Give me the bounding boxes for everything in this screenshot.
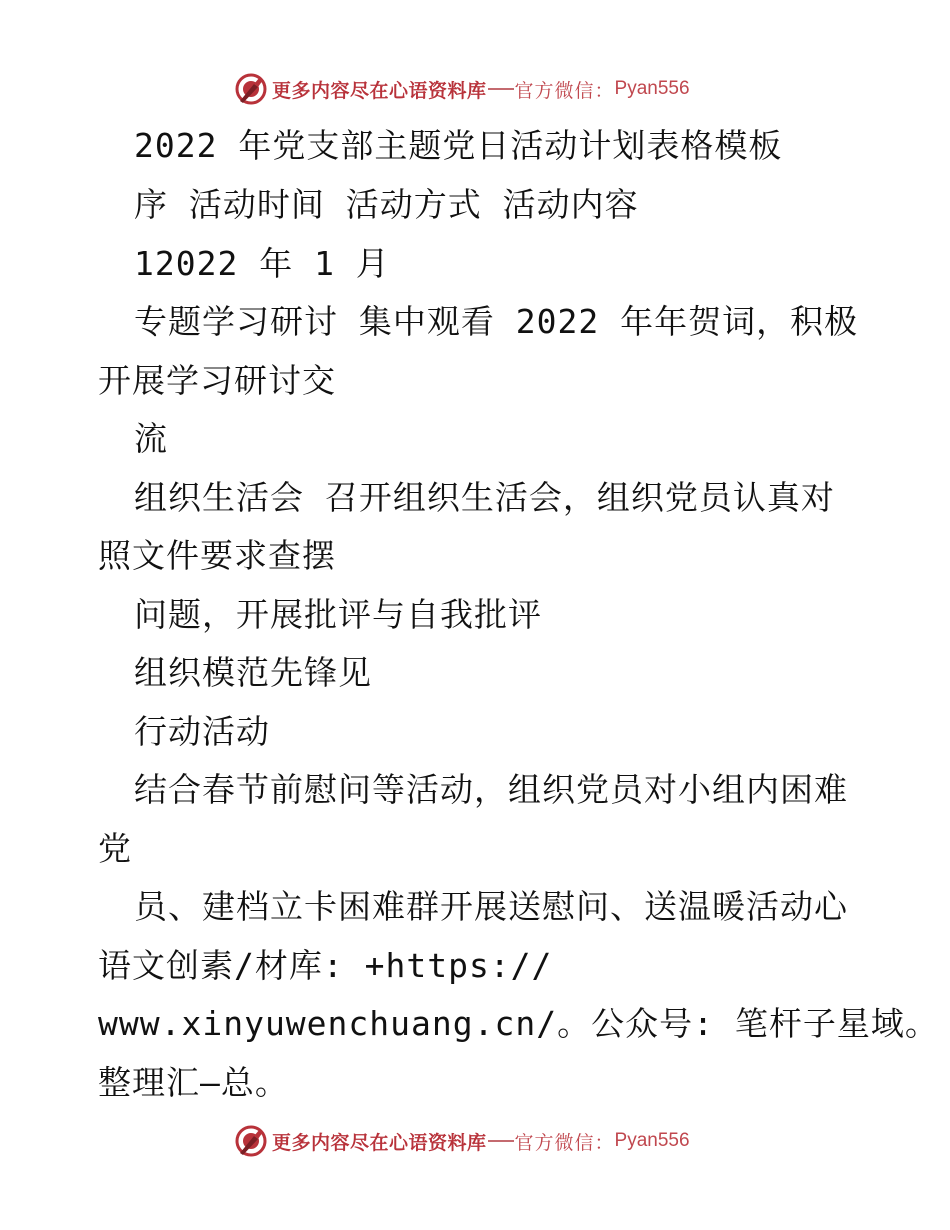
banner-wechat-id: Pyan556 xyxy=(614,1130,690,1151)
paragraph-line: 序 活动时间 活动方式 活动内容 xyxy=(134,185,639,224)
banner-wechat-label: 官方微信： xyxy=(514,79,615,102)
paragraph-line: 开展学习研讨交 xyxy=(98,361,336,400)
paragraph-line: 专题学习研讨 集中观看 2022 年年贺词，积极 xyxy=(134,302,859,341)
paragraph-line: 组织模范先锋见 xyxy=(134,653,372,692)
paragraph-line: 问题，开展批评与自我批评 xyxy=(134,595,542,634)
document-title: 2022 年党支部主题党日活动计划表格模板 xyxy=(134,126,783,165)
footer-banner xyxy=(234,1124,690,1158)
paragraph-line: 行动活动 xyxy=(134,712,270,751)
paragraph-line: 组织生活会 召开组织生活会，组织党员认真对 xyxy=(134,478,835,517)
pen-logo-icon xyxy=(234,72,268,106)
banner-lead-text: 更多内容尽在心语资料库 xyxy=(272,1131,487,1154)
paragraph-line: 12022 年 1 月 xyxy=(134,244,390,283)
paragraph-line: 员、建档立卡困难群开展送慰问、送温暖活动心 xyxy=(134,887,848,926)
paragraph-line: 党 xyxy=(98,829,132,868)
paragraph-line: 流 xyxy=(134,419,168,458)
banner-dash xyxy=(488,88,514,90)
paragraph-line: www.xinyuwenchuang.cn/。公众号: 笔杆子星域。 xyxy=(98,1004,939,1043)
header-banner xyxy=(234,72,690,106)
paragraph-line: 整理汇—总。 xyxy=(98,1063,289,1102)
banner-dash xyxy=(488,1140,514,1142)
paragraph-line: 照文件要求查摆 xyxy=(98,536,336,575)
paragraph-line: 结合春节前慰问等活动，组织党员对小组内困难 xyxy=(134,770,848,809)
banner-wechat-label: 官方微信： xyxy=(514,1131,615,1154)
pen-logo-icon xyxy=(234,1124,268,1158)
banner-wechat-id: Pyan556 xyxy=(614,78,690,99)
banner-lead-text: 更多内容尽在心语资料库 xyxy=(272,79,487,102)
paragraph-line: 语文创素/材库: +https:// xyxy=(98,946,553,985)
